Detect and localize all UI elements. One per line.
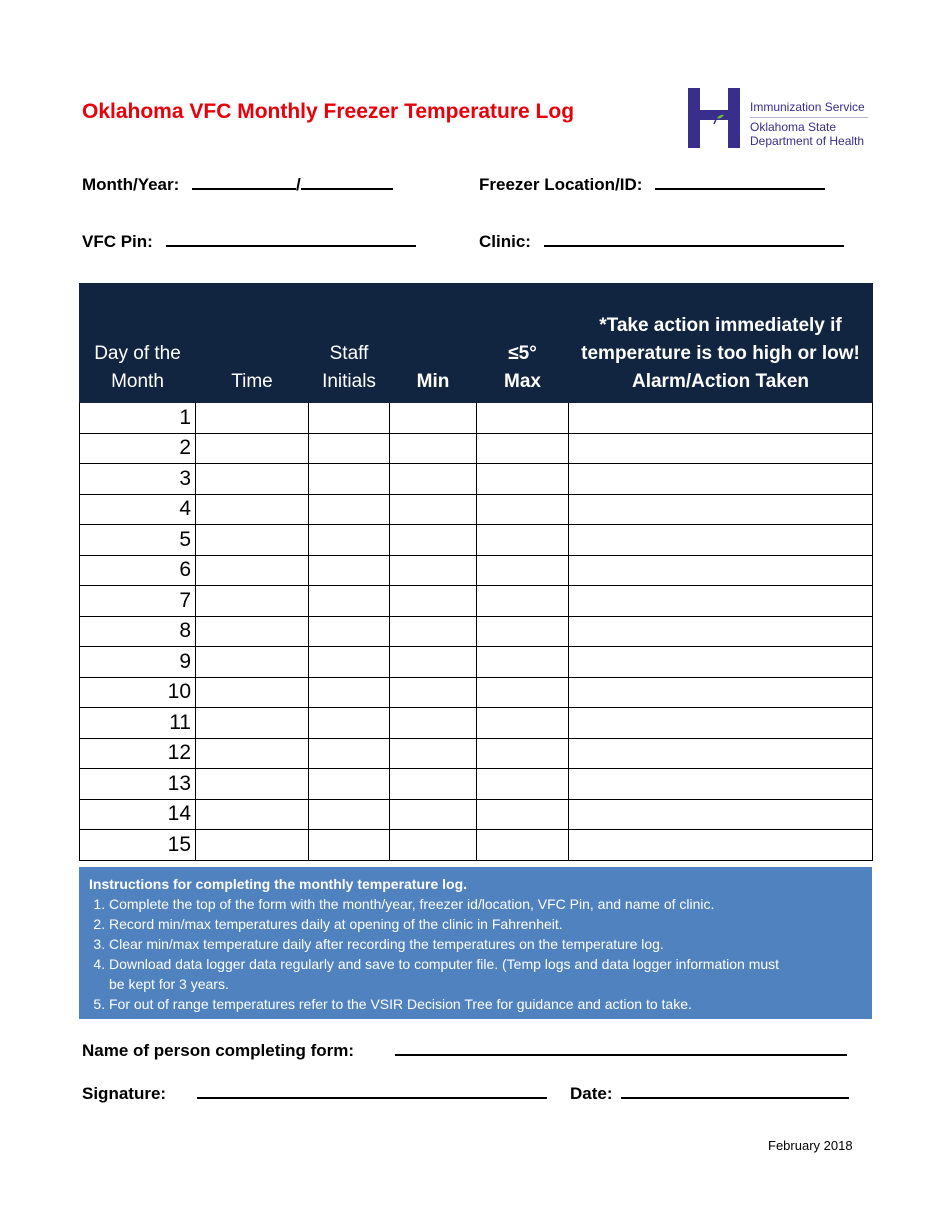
day-cell: 11	[80, 708, 196, 739]
max-cell[interactable]	[477, 555, 569, 586]
table-body	[80, 403, 873, 861]
day-cell: 9	[80, 647, 196, 678]
signature-field[interactable]	[82, 1083, 547, 1104]
action-taken-cell[interactable]	[569, 738, 873, 769]
instruction-item: 5. For out of range temperatures refer to the VSIR Decision Tree for guidance and action to take.	[109, 994, 862, 1014]
max-cell[interactable]	[477, 586, 569, 617]
time-cell[interactable]	[196, 708, 309, 739]
min-cell[interactable]	[390, 403, 477, 434]
freezer-location-field[interactable]	[479, 174, 825, 195]
day-cell: 15	[80, 830, 196, 861]
staff-initials-cell[interactable]	[309, 525, 390, 556]
name-label: Name of person completing form:	[82, 1041, 355, 1060]
time-cell[interactable]	[196, 403, 309, 434]
max-cell[interactable]	[477, 616, 569, 647]
page-title: Oklahoma VFC Monthly Freezer Temperature Log	[82, 100, 575, 123]
table-row	[80, 799, 873, 830]
min-cell[interactable]	[390, 708, 477, 739]
time-cell[interactable]	[196, 555, 309, 586]
logo-divider	[750, 117, 868, 118]
min-cell[interactable]	[390, 616, 477, 647]
table-header-row	[80, 284, 873, 403]
max-cell[interactable]	[477, 525, 569, 556]
logo-line-department: Department of Health	[750, 134, 865, 148]
staff-initials-cell[interactable]	[309, 494, 390, 525]
col-action-header	[569, 284, 873, 403]
max-cell[interactable]	[477, 494, 569, 525]
signature-blank[interactable]	[197, 1083, 547, 1099]
day-cell: 10	[80, 677, 196, 708]
month-blank[interactable]	[192, 174, 296, 190]
vfc-pin-field[interactable]	[82, 231, 416, 252]
table-row	[80, 769, 873, 800]
max-cell[interactable]	[477, 403, 569, 434]
time-cell[interactable]	[196, 525, 309, 556]
staff-initials-cell[interactable]	[309, 708, 390, 739]
action-taken-cell[interactable]	[569, 494, 873, 525]
table-row	[80, 555, 873, 586]
col-day-line2: Month	[111, 371, 164, 392]
min-cell[interactable]	[390, 555, 477, 586]
staff-initials-cell[interactable]	[309, 616, 390, 647]
staff-initials-cell[interactable]	[309, 464, 390, 495]
action-taken-cell[interactable]	[569, 403, 873, 434]
table-row	[80, 708, 873, 739]
action-taken-cell[interactable]	[569, 464, 873, 495]
day-cell: 7	[80, 586, 196, 617]
min-cell[interactable]	[390, 433, 477, 464]
col-action-line2: temperature is too high or low!	[581, 343, 860, 364]
col-max-line2: Max	[504, 371, 541, 392]
col-max-header	[477, 284, 569, 403]
min-cell[interactable]	[390, 586, 477, 617]
col-staff-line2: Initials	[322, 371, 376, 392]
clinic-field[interactable]	[479, 231, 844, 252]
max-cell[interactable]	[477, 464, 569, 495]
signature-label: Signature:	[82, 1084, 167, 1103]
vfc-pin-blank[interactable]	[166, 231, 416, 247]
staff-initials-cell[interactable]	[309, 647, 390, 678]
max-cell[interactable]	[477, 738, 569, 769]
max-cell[interactable]	[477, 433, 569, 464]
instructions-panel	[79, 867, 872, 1019]
staff-initials-cell[interactable]	[309, 433, 390, 464]
time-cell[interactable]	[196, 494, 309, 525]
col-day-line1: Day of the	[94, 343, 181, 364]
table-row	[80, 464, 873, 495]
col-time-header	[196, 284, 309, 403]
time-cell[interactable]	[196, 830, 309, 861]
table-row	[80, 525, 873, 556]
col-action-line1: *Take action immediately if	[599, 315, 842, 336]
day-cell: 5	[80, 525, 196, 556]
min-cell[interactable]	[390, 769, 477, 800]
time-cell[interactable]	[196, 433, 309, 464]
day-cell: 4	[80, 494, 196, 525]
staff-initials-cell[interactable]	[309, 677, 390, 708]
time-cell[interactable]	[196, 616, 309, 647]
staff-initials-cell[interactable]	[309, 830, 390, 861]
staff-initials-cell[interactable]	[309, 769, 390, 800]
action-taken-cell[interactable]	[569, 677, 873, 708]
instruction-item: 1. Complete the top of the form with the month/year, freezer id/location, VFC Pin, and name of clinic.	[109, 894, 862, 914]
logo-line-immunization: Immunization Service	[750, 100, 865, 114]
name-blank[interactable]	[395, 1040, 847, 1056]
table-row	[80, 616, 873, 647]
max-cell[interactable]	[477, 830, 569, 861]
day-cell: 1	[80, 403, 196, 434]
table-row	[80, 647, 873, 678]
action-taken-cell[interactable]	[569, 555, 873, 586]
date-blank[interactable]	[621, 1083, 849, 1099]
min-cell[interactable]	[390, 830, 477, 861]
year-blank[interactable]	[301, 174, 393, 190]
month-year-field[interactable]: Month/Year: /	[82, 174, 393, 195]
min-cell[interactable]	[390, 647, 477, 678]
action-taken-cell[interactable]	[569, 799, 873, 830]
min-cell[interactable]	[390, 464, 477, 495]
instructions-heading: Instructions for completing the monthly temperature log.	[89, 876, 468, 892]
instruction-item: 3. Clear min/max temperature daily after recording the temperatures on the temperature log.	[109, 934, 862, 954]
name-field[interactable]	[82, 1040, 847, 1061]
max-cell[interactable]	[477, 708, 569, 739]
date-field[interactable]	[570, 1083, 849, 1104]
action-taken-cell[interactable]	[569, 525, 873, 556]
staff-initials-cell[interactable]	[309, 799, 390, 830]
action-taken-cell[interactable]	[569, 769, 873, 800]
table-row	[80, 433, 873, 464]
col-min-label: Min	[416, 371, 450, 392]
clinic-blank[interactable]	[544, 231, 844, 247]
action-taken-cell[interactable]	[569, 433, 873, 464]
action-taken-cell[interactable]	[569, 616, 873, 647]
day-cell: 3	[80, 464, 196, 495]
time-cell[interactable]	[196, 586, 309, 617]
time-cell[interactable]	[196, 769, 309, 800]
action-taken-cell[interactable]	[569, 647, 873, 678]
table-row	[80, 830, 873, 861]
day-cell: 8	[80, 616, 196, 647]
logo-text	[750, 100, 868, 148]
col-min-header	[390, 284, 477, 403]
freezer-location-label: Freezer Location/ID:	[479, 175, 643, 194]
action-taken-cell[interactable]	[569, 830, 873, 861]
temperature-log-table	[79, 283, 873, 861]
time-cell[interactable]	[196, 647, 309, 678]
col-action-line3: Alarm/Action Taken	[631, 371, 810, 392]
date-label: Date:	[570, 1084, 613, 1103]
max-cell[interactable]	[477, 799, 569, 830]
table-row	[80, 677, 873, 708]
time-cell[interactable]	[196, 799, 309, 830]
staff-initials-cell[interactable]	[309, 555, 390, 586]
col-staff-header	[309, 284, 390, 403]
staff-initials-cell[interactable]	[309, 738, 390, 769]
time-cell[interactable]	[196, 738, 309, 769]
vfc-pin-label: VFC Pin:	[82, 232, 153, 251]
day-cell: 6	[80, 555, 196, 586]
logo-line-state: Oklahoma State	[750, 120, 837, 134]
staff-initials-cell[interactable]	[309, 403, 390, 434]
min-cell[interactable]	[390, 494, 477, 525]
min-cell[interactable]	[390, 799, 477, 830]
day-cell: 12	[80, 738, 196, 769]
instruction-item: 2. Record min/max temperatures daily at opening of the clinic in Fahrenheit.	[109, 914, 862, 934]
min-cell[interactable]	[390, 677, 477, 708]
max-cell[interactable]	[477, 769, 569, 800]
instructions-list	[89, 894, 862, 1014]
table-row	[80, 738, 873, 769]
day-cell: 14	[80, 799, 196, 830]
freezer-location-blank[interactable]	[655, 174, 825, 190]
col-day-header	[80, 284, 196, 403]
time-cell[interactable]	[196, 464, 309, 495]
col-staff-line1: Staff	[329, 343, 369, 364]
action-taken-cell[interactable]	[569, 586, 873, 617]
table-row	[80, 586, 873, 617]
col-max-line1: ≤5°	[508, 343, 537, 364]
clinic-label: Clinic:	[479, 232, 531, 251]
revision-date: February 2018	[768, 1138, 853, 1153]
table-row	[80, 403, 873, 434]
day-cell: 13	[80, 769, 196, 800]
min-cell[interactable]	[390, 525, 477, 556]
month-year-label: Month/Year:	[82, 175, 180, 194]
day-cell: 2	[80, 433, 196, 464]
min-cell[interactable]	[390, 738, 477, 769]
max-cell[interactable]	[477, 647, 569, 678]
action-taken-cell[interactable]	[569, 708, 873, 739]
staff-initials-cell[interactable]	[309, 586, 390, 617]
max-cell[interactable]	[477, 677, 569, 708]
time-cell[interactable]	[196, 677, 309, 708]
col-time-label: Time	[231, 371, 273, 392]
instruction-item: 4. Download data logger data regularly and save to computer file. (Temp logs and data logger information must be kept for 3 years.	[109, 954, 862, 994]
table-row	[80, 494, 873, 525]
